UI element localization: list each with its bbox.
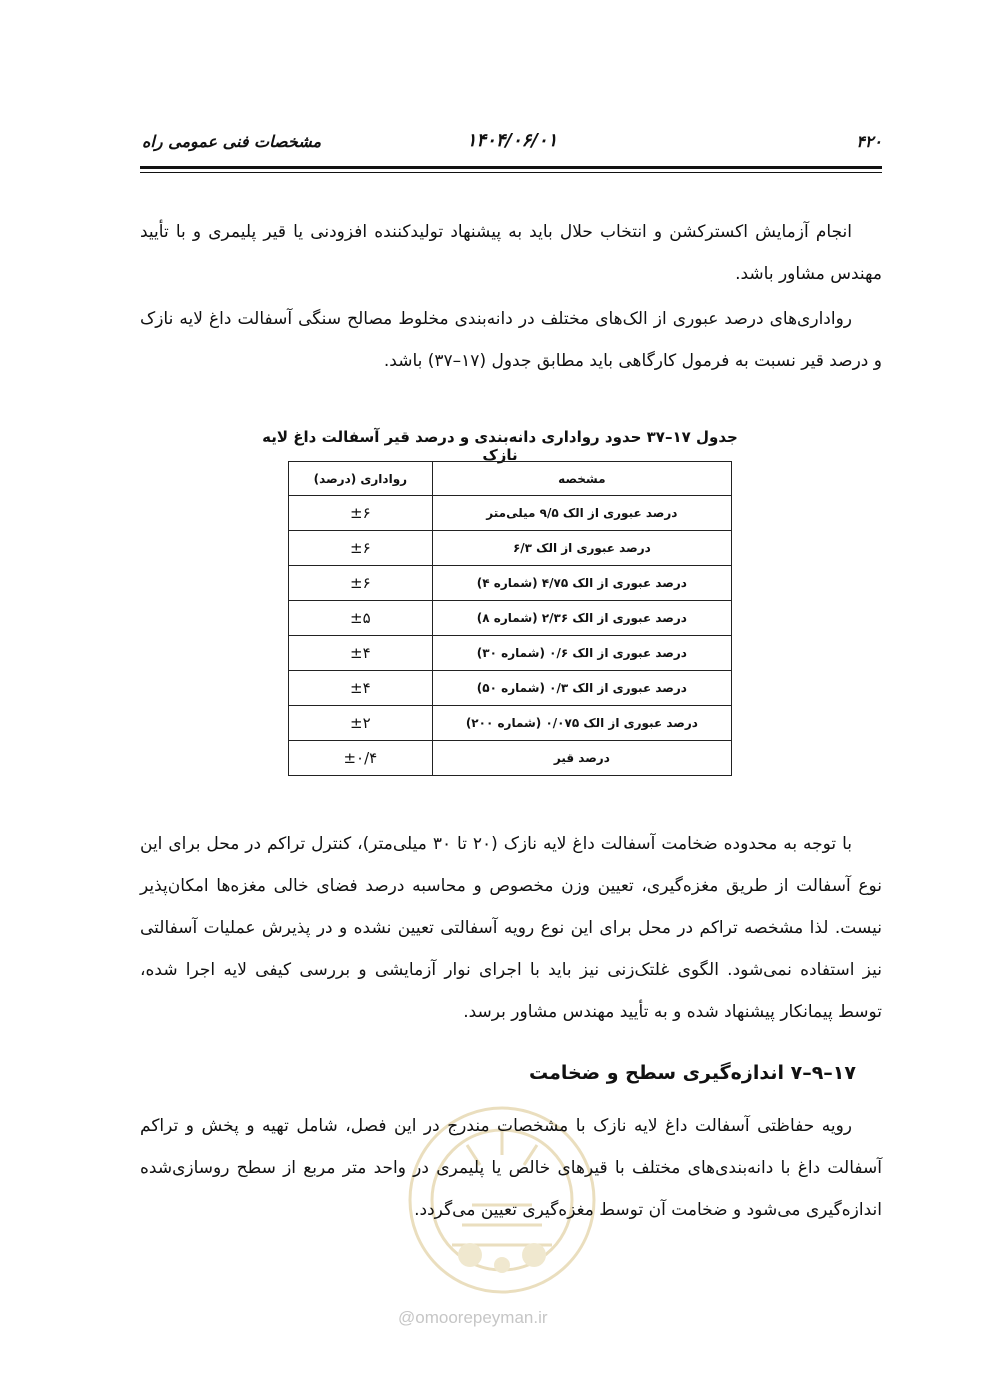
table-row: [289, 531, 732, 566]
paragraph-tolerances: [140, 298, 882, 382]
tolerance-cell: ±۶: [289, 496, 433, 531]
table-row: [289, 706, 732, 741]
tolerance-cell: ±۰/۴: [289, 741, 433, 776]
spec-cell: درصد عبوری از الک ۰/۶ (شماره ۳۰): [432, 636, 731, 671]
spec-cell: درصد قیر: [432, 741, 731, 776]
table-header-row: [289, 462, 732, 496]
spec-cell: درصد عبوری از الک ۲/۳۶ (شماره ۸): [432, 601, 731, 636]
paragraph-text: با توجه به محدوده ضخامت آسفالت داغ لایه نازک (۲۰ تا ۳۰ میلی‌متر)، کنترل تراکم در محل برای این نوع آسفالت از طریق مغزه‌گیری، تعیین وزن مخصوص و محاسبه درصد فضای خالی مغزه‌ها امکان‌پذیر نیست. لذا مشخصه تراکم در محل برای این نوع رویه آسفالتی تعیین نشده و در پذیرش عملیات آسفالتی نیز استفاده نمی‌شود. الگوی غلتک‌زنی نیز باید با اجرای نوار آزمایشی و بررسی کیفی لایه اجرا شده، توسط پیمانکار پیشنهاد شده و به تأیید مهندس مشاور برسد.: [140, 834, 882, 1022]
table-row: [289, 566, 732, 601]
table-row: [289, 741, 732, 776]
tolerance-cell: ±۲: [289, 706, 433, 741]
tolerance-cell: ±۵: [289, 601, 433, 636]
paragraph-extraction-test: [140, 211, 882, 295]
tolerance-cell: ±۶: [289, 531, 433, 566]
spec-cell: درصد عبوری از الک ۰/۰۷۵ (شماره ۲۰۰): [432, 706, 731, 741]
paragraph-measurement: [140, 1105, 882, 1231]
spec-cell: درصد عبوری از الک ۹/۵ میلی‌متر: [432, 496, 731, 531]
table-row: [289, 636, 732, 671]
table-row: [289, 496, 732, 531]
page-number: ۴۲۰: [856, 132, 882, 151]
tolerance-table: [288, 461, 732, 776]
table-row: [289, 671, 732, 706]
header-date: ۱۴۰۴/۰۶/۰۱: [466, 130, 558, 151]
table-caption: جدول ۱۷–۳۷ حدود رواداری دانه‌بندی و درصد قیر آسفالت داغ لایه نازک: [262, 428, 738, 464]
header-rule-thick: [140, 166, 882, 169]
watermark-url: @omoorepeyman.ir: [398, 1308, 548, 1327]
spec-cell: درصد عبوری از الک ۶/۳: [432, 531, 731, 566]
section-heading: ۱۷–۹–۷ اندازه‌گیری سطح و ضخامت: [529, 1062, 856, 1084]
paragraph-density-control: [140, 823, 882, 1033]
paragraph-text: رویه حفاظتی آسفالت داغ لایه نازک با مشخصات مندرج در این فصل، شامل تهیه و پخش و تراکم آسفالت داغ با دانه‌بندی‌های مختلف با قیرهای خالص یا پلیمری در واحد متر مربع از سطح روسازی‌شده اندازه‌گیری می‌شود و ضخامت آن توسط مغزه‌گیری تعیین می‌گردد.: [140, 1116, 882, 1220]
tolerance-cell: ±۴: [289, 671, 433, 706]
spec-cell: درصد عبوری از الک ۰/۳ (شماره ۵۰): [432, 671, 731, 706]
tolerance-cell: ±۴: [289, 636, 433, 671]
paragraph-text: انجام آزمایش اکسترکشن و انتخاب حلال باید به پیشنهاد تولیدکننده افزودنی یا قیر پلیمری و با تأیید مهندس مشاور باشد.: [140, 222, 882, 284]
tolerance-cell: ±۶: [289, 566, 433, 601]
spec-cell: درصد عبوری از الک ۴/۷۵ (شماره ۴): [432, 566, 731, 601]
header-spec: مشخصه: [432, 462, 731, 496]
table-row: [289, 601, 732, 636]
paragraph-text: رواداری‌های درصد عبوری از الک‌های مختلف در دانه‌بندی مخلوط مصالح سنگی آسفالت داغ لایه نازک و درصد قیر نسبت به فرمول کارگاهی باید مطابق جدول (۱۷–۳۷) باشد.: [140, 309, 882, 371]
header-rule-thin: [140, 172, 882, 173]
header-tolerance: رواداری (درصد): [289, 462, 433, 496]
book-title: مشخصات فنی عمومی راه: [142, 132, 322, 151]
page-header: [142, 128, 882, 158]
